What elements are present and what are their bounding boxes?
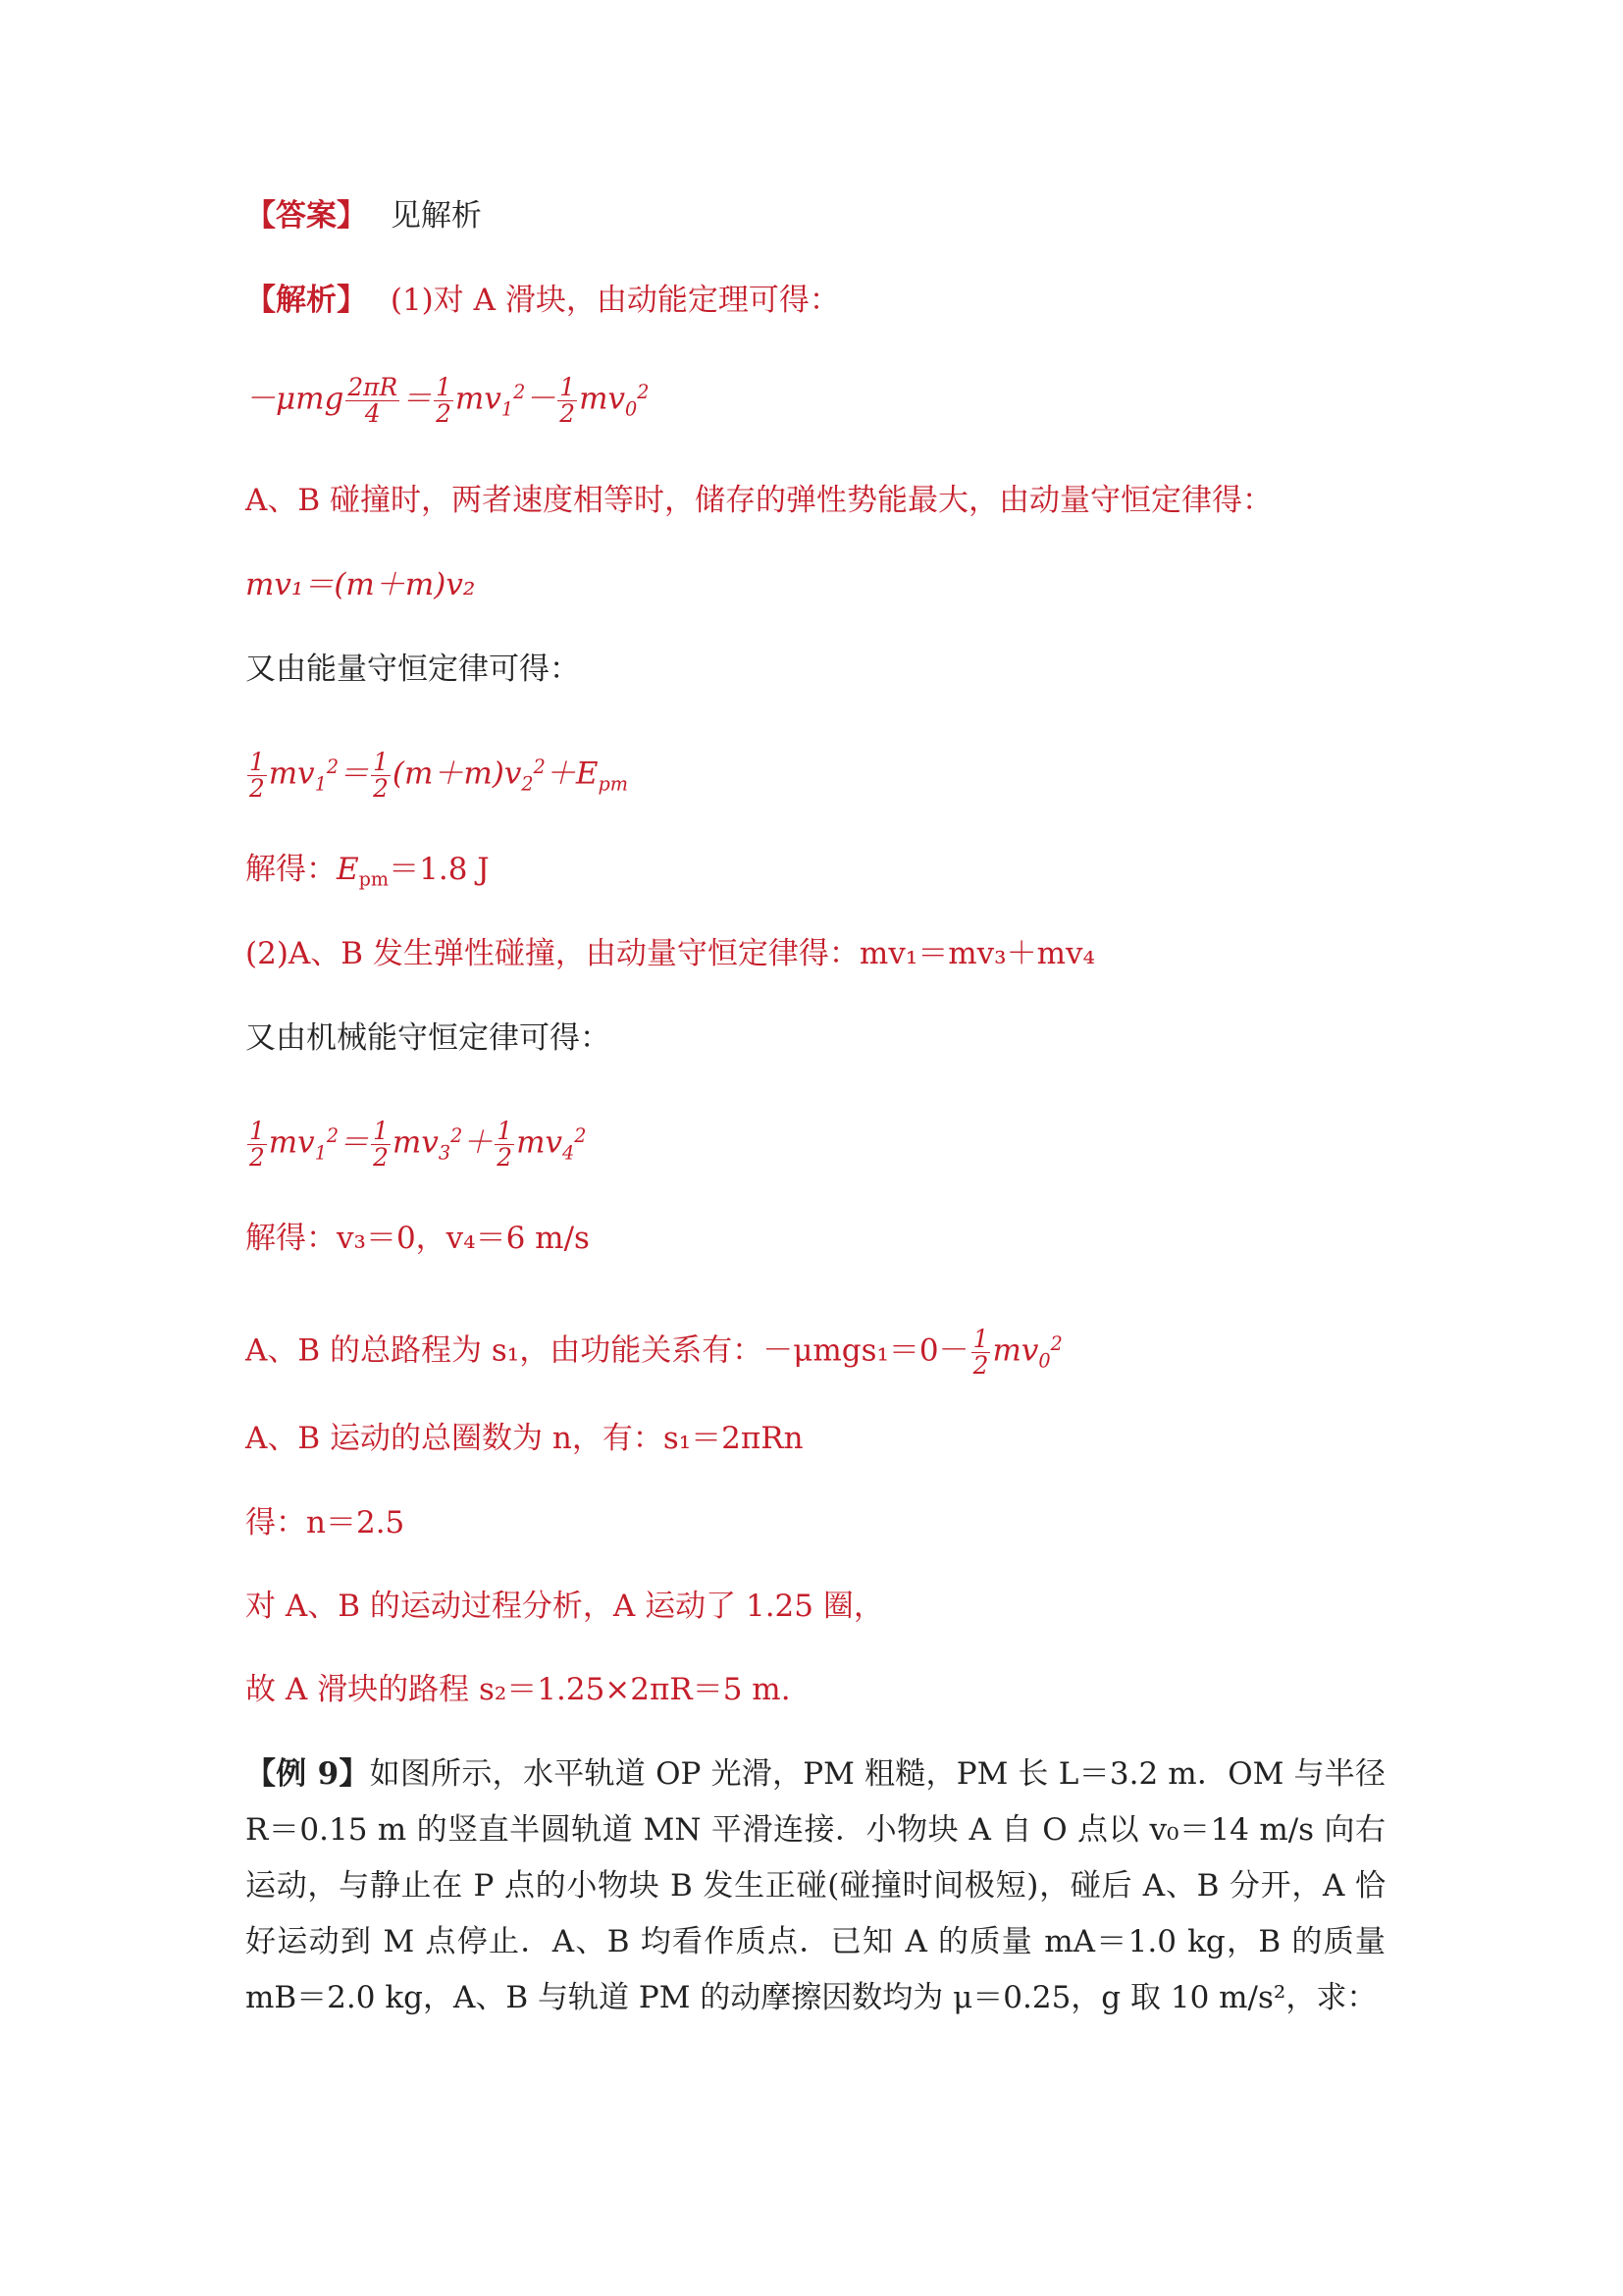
path-half	[971, 1324, 991, 1380]
eq3-half-a-den: 2	[249, 773, 265, 803]
eq4-a-sup: 2	[326, 1124, 340, 1147]
eq3-half-a-num: 1	[249, 747, 265, 776]
solve1-prefix: 解得：	[245, 852, 337, 887]
eq4-half-a-den: 2	[249, 1142, 265, 1172]
answer-line	[245, 196, 482, 235]
eq3-equals: ＝	[339, 756, 370, 792]
eq4-c-sub: 4	[561, 1141, 575, 1165]
eq1-term1: mv	[454, 381, 501, 417]
eq1-term1-sub: 1	[500, 397, 514, 421]
energy-equation	[245, 738, 628, 813]
solve1-value: ＝1.8 J	[389, 852, 490, 887]
example-9-paragraph	[245, 1747, 1386, 2026]
eq3-half-b-num: 1	[373, 747, 389, 776]
eq1-term2-sup: 2	[637, 381, 650, 403]
eq3-right-sup: 2	[533, 756, 546, 778]
eq3-half-b	[371, 747, 391, 803]
eq4-b-sup: 2	[450, 1124, 463, 1147]
equation-work-energy	[245, 363, 649, 439]
eq3-half-a	[247, 747, 267, 803]
eq1-half-b-num: 1	[559, 372, 576, 401]
answer-tag: 【答案】	[245, 198, 367, 234]
eq1-lhs: －μmg	[245, 381, 344, 417]
example-text: 如图所示，水平轨道 OP 光滑，PM 粗糙，PM 长 L＝3.2 m．OM 与半径 R＝0.15 m 的竖直半圆轨道 MN 平滑连接．小物块 A 自 O 点以 v₀＝14 m/s 向右运动，与静止在 P 点的小物块 B 发生正碰(碰撞时间极短)，碰后 A、B 分开，A 恰好运动到 M 点停止．A、B 均看作质点．已知 A 的质量 mA＝1.0 kg，B 的质量 mB＝2.0 kg，A、B 与轨道 PM 的动摩擦因数均为 μ＝0.25，g 取 10 m/s²，求：	[245, 1756, 1386, 2015]
eq4-half-a	[247, 1116, 267, 1172]
eq4-b-sub: 3	[438, 1141, 451, 1165]
eq4-half-c-den: 2	[497, 1142, 513, 1172]
solve1-sub: pm	[358, 867, 390, 891]
eq1-term2-sub: 0	[624, 397, 638, 421]
path-text: A、B 的总路程为 s₁，由功能关系有：－μmgs₁＝0－	[245, 1332, 969, 1369]
eq3-right-sub: 2	[521, 772, 534, 796]
eq1-half-b	[557, 372, 577, 428]
analysis-tag: 【解析】	[245, 283, 367, 318]
eq3-left: mv	[268, 756, 315, 792]
path-tail: mv	[992, 1332, 1039, 1369]
total-turns-line: A、B 运动的总圈数为 n，有：s₁＝2πRn	[245, 1421, 804, 1456]
answer-text: 见解析	[390, 198, 482, 234]
eq3-half-b-den: 2	[373, 773, 389, 803]
eq4-b: mv	[392, 1124, 439, 1161]
eq1-frac-den: 4	[364, 398, 381, 428]
total-path-line	[245, 1315, 1063, 1390]
eq1-term1-sup: 2	[513, 381, 526, 403]
eq1-frac-num: 2πR	[347, 372, 398, 401]
eq4-c-sup: 2	[574, 1124, 587, 1147]
eq4-half-b-den: 2	[373, 1142, 389, 1172]
n-result-line: 得：n＝2.5	[245, 1505, 405, 1540]
eq1-half-a-num: 1	[436, 372, 451, 401]
eq3-plus-e: ＋E	[545, 756, 599, 792]
example-tag: 【例 9】	[245, 1756, 370, 1792]
path-tail-sub: 0	[1038, 1349, 1051, 1373]
eq1-half-a	[434, 372, 453, 428]
eq3-left-sub: 1	[314, 772, 327, 796]
eq3-ep-sub: pm	[598, 772, 629, 796]
eq1-term2: mv	[579, 381, 625, 417]
eq1-frac	[345, 372, 399, 428]
eq4-plus: ＋	[462, 1124, 494, 1161]
eq3-right: (m＋m)v	[392, 756, 522, 792]
analysis-intro: (1)对 A 滑块，由动能定理可得：	[390, 283, 840, 318]
eq1-equals: ＝	[401, 381, 433, 417]
energy-line: 又由能量守恒定律可得：	[245, 652, 580, 687]
eq4-half-c	[495, 1116, 514, 1172]
mechanical-energy-equation	[245, 1107, 586, 1182]
eq1-half-b-den: 2	[559, 398, 576, 428]
eq4-c: mv	[516, 1124, 562, 1161]
eq3-left-sup: 2	[326, 756, 340, 778]
eq4-half-b	[371, 1116, 391, 1172]
eq4-half-a-num: 1	[249, 1116, 265, 1145]
path-half-num: 1	[972, 1324, 989, 1353]
eq4-equals: ＝	[339, 1124, 370, 1161]
solve-energy	[245, 850, 490, 900]
path-half-den: 2	[972, 1350, 989, 1380]
eq4-a: mv	[268, 1124, 315, 1161]
solve1-var: E	[337, 852, 359, 887]
mechanical-energy-line: 又由机械能守恒定律可得：	[245, 1020, 610, 1056]
analysis-line	[245, 281, 840, 320]
solve-velocities: 解得：v₃＝0，v₄＝6 m/s	[245, 1221, 590, 1256]
eq4-half-b-num: 1	[373, 1116, 389, 1145]
motion-analysis-line: 对 A、B 的运动过程分析，A 运动了 1.25 圈，	[245, 1589, 884, 1624]
eq1-half-a-den: 2	[436, 398, 451, 428]
eq4-a-sub: 1	[314, 1141, 327, 1165]
part2-line: (2)A、B 发生弹性碰撞，由动量守恒定律得：mv₁＝mv₃＋mv₄	[245, 936, 1095, 971]
final-path-line: 故 A 滑块的路程 s₂＝1.25×2πR＝5 m.	[245, 1672, 791, 1707]
path-tail-sup: 2	[1050, 1332, 1063, 1355]
eq4-half-c-num: 1	[497, 1116, 513, 1145]
collision-line: A、B 碰撞时，两者速度相等时，储存的弹性势能最大，由动量守恒定律得：	[245, 483, 1274, 518]
eq1-minus: －	[525, 381, 556, 417]
momentum-equation: mv₁＝(m＋m)v₂	[245, 567, 476, 602]
